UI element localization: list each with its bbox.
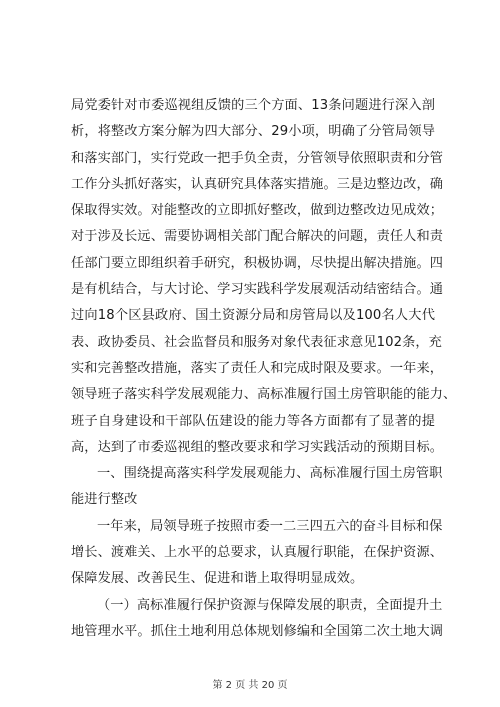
- text-line: 地管理水平。抓住土地利用总体规划修编和全国第二次土地大调: [71, 623, 444, 639]
- text-line: 是有机结合，与大讨论、学习实践科学发展观活动结密结合。通: [71, 282, 444, 298]
- text-line: 任部门要立即组织着手研究，积极协调，尽快提出解决措施。四: [71, 255, 444, 271]
- text-line: 增长、渡难关、上水平的总要求，认真履行职能，在保护资源、: [71, 545, 444, 561]
- text-line: 保障发展、改善民生、促进和谐上取得明显成效。: [71, 571, 364, 587]
- text-line: （一）高标准履行保护资源与保障发展的职责，全面提升土: [97, 597, 443, 613]
- text-line: 一年来，局领导班子按照市委一二三四五六的奋斗目标和保: [97, 518, 443, 534]
- text-line: 一、围绕提高落实科学发展观能力、高标准履行国土房管职: [97, 466, 443, 482]
- text-line: 实和完善整改措施，落实了责任人和完成时限及要求。一年来，: [71, 360, 444, 376]
- text-line: 保取得实效。对能整改的立即抓好整改，做到边整改边见成效；: [71, 203, 444, 219]
- text-line: 班子自身建设和干部队伍建设的能力等各方面都有了显著的提: [71, 413, 435, 429]
- text-line: 领导班子落实科学发展观能力、高标准履行国土房管职能的能力、: [71, 387, 457, 403]
- text-line: 工作分头抓好落实，认真研究具体落实措施。三是边整边改，确: [71, 176, 444, 192]
- text-line: 表、政协委员、社会监督员和服务对象代表征求意见102条，充: [71, 334, 442, 350]
- text-line: 析，将整改方案分解为四大部分、29小项，明确了分管局领导: [71, 124, 435, 140]
- text-line: 高，达到了市委巡视组的整改要求和学习实践活动的预期目标。: [71, 439, 444, 455]
- text-line: 局党委针对市委巡视组反馈的三个方面、13条问题进行深入剖: [71, 98, 435, 113]
- page-footer: 第 2 页 共 20 页: [212, 680, 288, 691]
- text-line: 和落实部门，实行党政一把手负全责，分管领导依照职责和分管: [71, 150, 444, 166]
- text-line: 过向18个区县政府、国土资源分局和房管局以及100名人大代: [71, 308, 435, 324]
- document-body: [71, 93, 457, 645]
- text-line: 对于涉及长远、需要协调相关部门配合解决的问题，责任人和责: [71, 229, 444, 245]
- text-line: 能进行整改: [71, 492, 138, 508]
